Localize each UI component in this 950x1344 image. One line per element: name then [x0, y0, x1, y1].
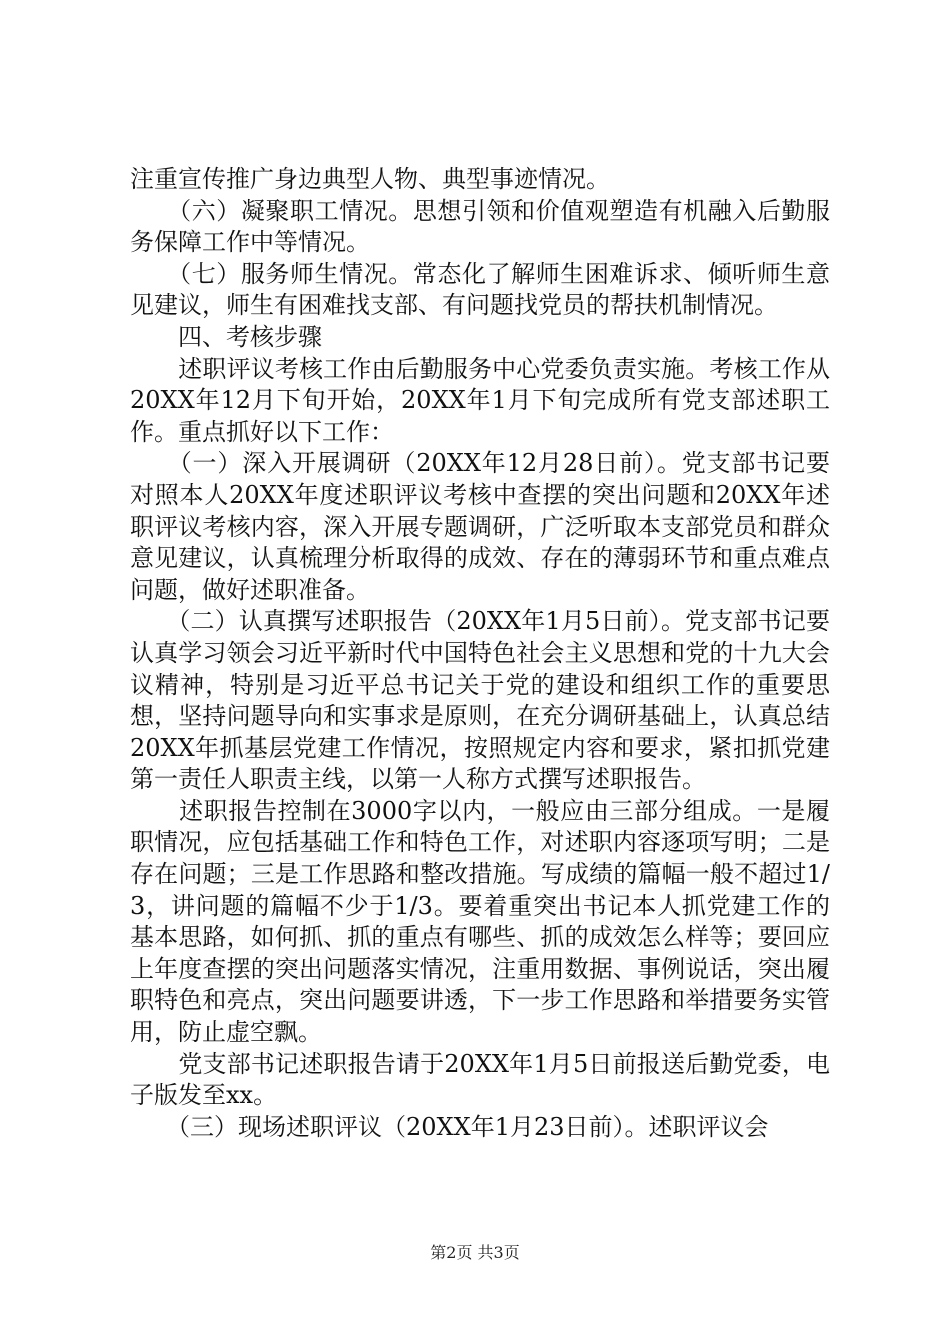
paragraph: （七）服务师生情况。常态化了解师生困难诉求、倾听师生意见建议，师生有困难找支部、有问题找党员的帮扶机制情况。	[130, 259, 830, 320]
document-body	[130, 164, 830, 1143]
paragraph: （二）认真撰写述职报告（20XX年1月5日前）。党支部书记要认真学习领会习近平新时代中国特色社会主义思想和党的十九大会议精神，特别是习近平总书记关于党的建设和组织工作的重要思想，坚持问题导向和实事求是原则，在充分调研基础上，认真总结20XX年抓基层党建工作情况，按照规定内容和要求，紧扣抓党建第一责任人职责主线，以第一人称方式撰写述职报告。	[130, 607, 830, 794]
paragraph: 注重宣传推广身边典型人物、典型事迹情况。	[130, 165, 610, 193]
paragraph: （六）凝聚职工情况。思想引领和价值观塑造有机融入后勤服务保障工作中等情况。	[130, 196, 830, 257]
paragraph: （三）现场述职评议（20XX年1月23日前）。述职评议会	[130, 1112, 769, 1141]
section-heading: 四、考核步骤	[130, 322, 322, 351]
page-number-footer: 第2页 共3页	[430, 1243, 520, 1262]
paragraph: （一）深入开展调研（20XX年12月28日前）。党支部书记要对照本人20XX年度述职评议考核中查摆的突出问题和20XX年述职评议考核内容，深入开展专题调研，广泛听取本支部党员和群众意见建议，认真梳理分析取得的成效、存在的薄弱环节和重点难点问题，做好述职准备。	[130, 449, 830, 604]
paragraph: 党支部书记述职报告请于20XX年1月5日前报送后勤党委，电子版发至xx。	[130, 1049, 830, 1110]
paragraph: 述职评议考核工作由后勤服务中心党委负责实施。考核工作从20XX年12月下旬开始，20XX年1月下旬完成所有党支部述职工作。重点抓好以下工作：	[130, 354, 830, 446]
paragraph: 述职报告控制在3000字以内，一般应由三部分组成。一是履职情况，应包括基础工作和特色工作，对述职内容逐项写明；二是存在问题；三是工作思路和整改措施。写成绩的篇幅一般不超过1/3，讲问题的篇幅不少于1/3。要着重突出书记本人抓党建工作的基本思路，如何抓、抓的重点有哪些、抓的成效怎么样等；要回应上年度查摆的突出问题落实情况，注重用数据、事例说话，突出履职特色和亮点，突出问题要讲透，下一步工作思路和举措要务实管用，防止虚空飘。	[130, 796, 830, 1047]
